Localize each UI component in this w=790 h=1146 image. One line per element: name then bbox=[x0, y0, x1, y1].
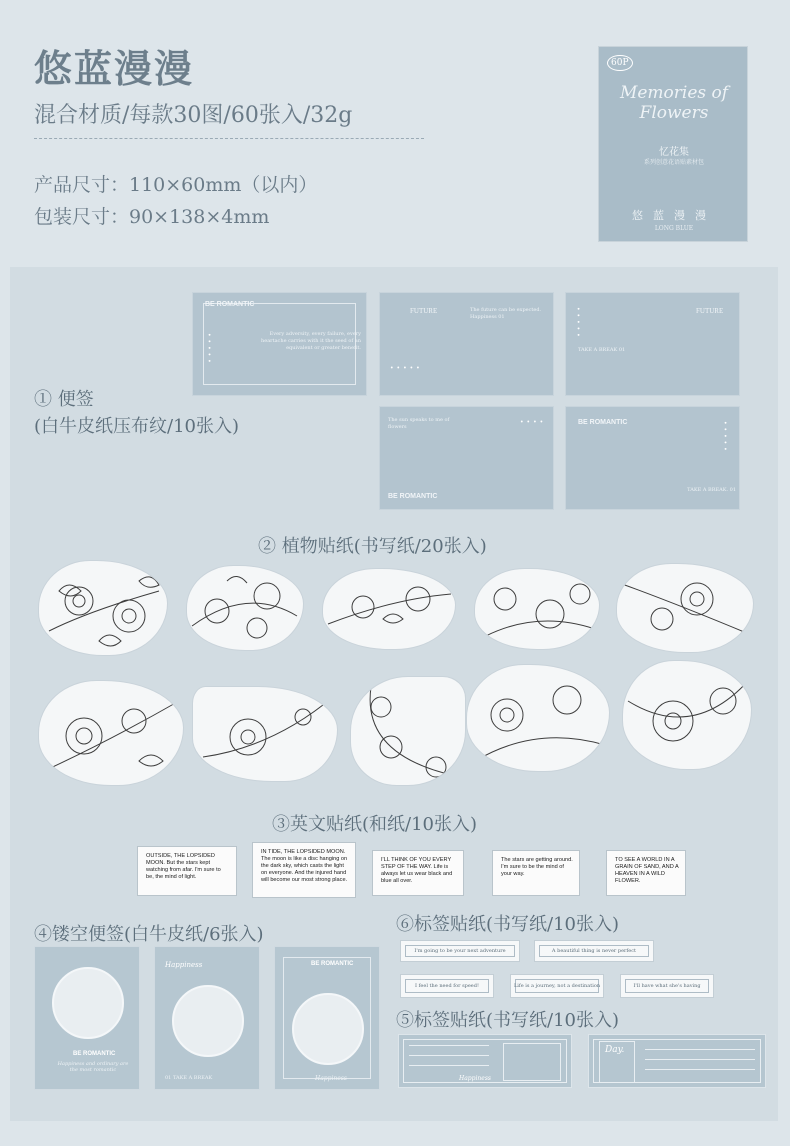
memo-text: TAKE A BREAK 01 bbox=[578, 347, 626, 353]
flower-sticker bbox=[350, 676, 466, 786]
section-1-sub: (白牛皮纸压布纹/10张入) bbox=[34, 416, 240, 437]
flower-sticker bbox=[616, 563, 754, 653]
memo-note: BE ROMANTIC TAKE A BREAK. 01 ••••• bbox=[565, 406, 740, 510]
cutout-circle bbox=[292, 993, 364, 1065]
divider bbox=[34, 138, 424, 139]
badge-60p: 60P bbox=[607, 55, 633, 71]
flower-sticker bbox=[192, 686, 338, 782]
spec-package: 包装尺寸：90×138×4mm bbox=[34, 206, 270, 228]
english-sticker: I'LL THINK OF YOU EVERY STEP OF THE WAY. Life is always let us wear black and blue all over. bbox=[372, 850, 464, 896]
flower-illustration-icon bbox=[193, 687, 338, 782]
flower-illustration-icon bbox=[467, 665, 610, 772]
label-tag: I'm going to be your next adventure bbox=[400, 940, 520, 962]
label-sticker: Happiness bbox=[398, 1034, 572, 1088]
memo-text: The sun speaks to me of flowers bbox=[388, 417, 450, 430]
cutout-note bbox=[154, 946, 260, 1090]
flower-illustration-icon bbox=[623, 661, 752, 770]
flower-sticker bbox=[186, 565, 304, 651]
section-3-label: ③英文贴纸(和纸/10张入) bbox=[272, 814, 478, 835]
flower-illustration-icon bbox=[351, 677, 466, 786]
english-sticker: OUTSIDE, THE LOPSIDED MOON. But the stars kept watching from afar. I'm sure to be, the mind of light. bbox=[137, 846, 237, 896]
cover-series-name: 忆花集 bbox=[659, 147, 689, 158]
section-1-label: ① 便签 bbox=[34, 389, 94, 410]
memo-title: BE ROMANTIC bbox=[578, 419, 628, 426]
package-cover bbox=[598, 46, 748, 242]
memo-note: FUTURE The future can be expected. Happiness 01 ••••• bbox=[379, 292, 554, 396]
page-title: 悠蓝漫漫 bbox=[34, 46, 195, 91]
cutout-text: 01 TAKE A BREAK bbox=[165, 1075, 213, 1081]
cutout-note bbox=[34, 946, 140, 1090]
label-tag: A beautiful thing is never perfect bbox=[534, 940, 654, 962]
cutout-circle bbox=[52, 967, 124, 1039]
memo-note: FUTURE TAKE A BREAK 01 ••••• bbox=[565, 292, 740, 396]
memo-title: BE ROMANTIC bbox=[205, 301, 255, 308]
label-tag: Life is a journey, not a destination bbox=[510, 974, 604, 998]
memo-text: Every adversity, every failure, every heartache carries with it the seed of an equivalent or greater benefit. bbox=[261, 331, 361, 351]
section-5-label: ⑤标签贴纸(书写纸/10张入) bbox=[396, 1010, 620, 1031]
cover-script-title: Memories of Flowers bbox=[619, 83, 729, 123]
english-sticker: The stars are getting around. I'm sure to be the mind of your way. bbox=[492, 850, 580, 896]
flower-sticker bbox=[622, 660, 752, 770]
flower-illustration-icon bbox=[39, 561, 168, 656]
memo-note: The sun speaks to me of flowers BE ROMANTIC •••• bbox=[379, 406, 554, 510]
label-tag: I feel the need for speed! bbox=[400, 974, 494, 998]
english-sticker: IN TIDE, THE LOPSIDED MOON. The moon is like a disc hanging on the dark sky, which casts the light on everyone. And the injured hand will become our most strong place. bbox=[252, 842, 356, 898]
flower-illustration-icon bbox=[323, 569, 456, 650]
cutout-text: Happiness bbox=[315, 1075, 347, 1082]
flower-sticker bbox=[38, 560, 168, 656]
memo-title: FUTURE bbox=[696, 307, 724, 315]
cutout-note bbox=[274, 946, 380, 1090]
flower-illustration-icon bbox=[187, 566, 304, 651]
label-tag: I'll have what she's having bbox=[620, 974, 714, 998]
product-subtitle: 混合材质/每款30图/60张入/32g bbox=[34, 103, 353, 128]
section-4-label: ④镂空便签(白牛皮纸/6张入) bbox=[34, 924, 264, 945]
flower-sticker bbox=[322, 568, 456, 650]
spec-size: 产品尺寸：110×60mm（以内） bbox=[34, 174, 318, 196]
cutout-title: BE ROMANTIC bbox=[73, 1051, 116, 1057]
english-sticker: TO SEE A WORLD IN A GRAIN OF SAND, AND A HEAVEN IN A WILD FLOWER. bbox=[606, 850, 686, 896]
flower-illustration-icon bbox=[617, 564, 754, 653]
flower-illustration-icon bbox=[475, 569, 600, 650]
memo-title: FUTURE bbox=[410, 307, 438, 315]
cutout-title: Happiness bbox=[165, 961, 203, 969]
cover-small-line: 系列创意花语贴素材包 bbox=[643, 159, 704, 166]
memo-text: The future can be expected. Happiness 01 bbox=[470, 307, 542, 320]
flower-sticker bbox=[38, 680, 184, 786]
cover-bottom-title: 悠蓝漫漫 bbox=[632, 209, 716, 222]
flower-illustration-icon bbox=[39, 681, 184, 786]
flower-sticker bbox=[466, 664, 610, 772]
memo-text: TAKE A BREAK. 01 bbox=[687, 487, 736, 493]
memo-title: BE ROMANTIC bbox=[388, 493, 438, 500]
cutout-circle bbox=[172, 985, 244, 1057]
memo-note: BE ROMANTIC Every adversity, every failure, every heartache carries with it the seed of an equivalent or greater benefit. ••••• bbox=[192, 292, 367, 396]
section-6-label: ⑥标签贴纸(书写纸/10张入) bbox=[396, 914, 620, 935]
cutout-text: Happiness and ordinary are the most romantic bbox=[57, 1061, 129, 1073]
flower-sticker bbox=[474, 568, 600, 650]
cutout-title: BE ROMANTIC bbox=[311, 961, 354, 967]
section-2-label: ② 植物贴纸(书写纸/20张入) bbox=[258, 536, 487, 557]
label-sticker: Day. bbox=[588, 1034, 766, 1088]
cover-bottom-en: LONG BLUE bbox=[654, 225, 694, 232]
